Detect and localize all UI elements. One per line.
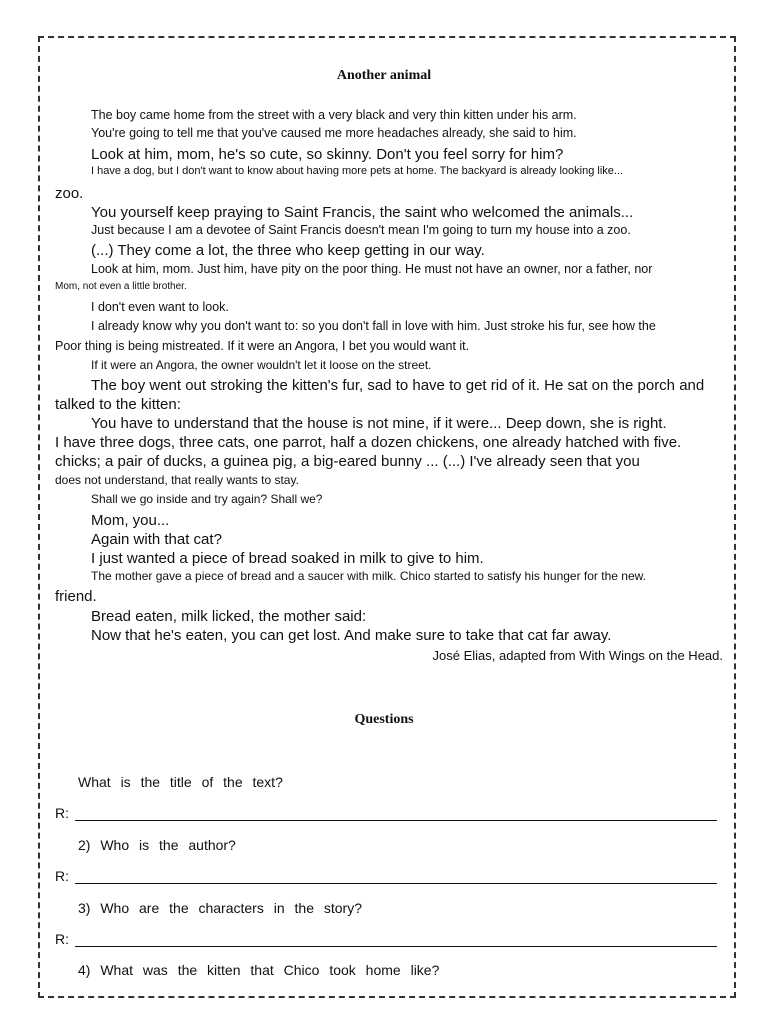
answer-label: R:	[55, 868, 69, 884]
story-title: Another animal	[336, 68, 432, 83]
author-credit: José Elias, adapted from With Wings on the Head.	[432, 648, 723, 663]
story-line: does not understand, that really wants to stay.	[55, 473, 299, 487]
story-line: You're going to tell me that you've caused me more headaches already, she said to him.	[91, 126, 577, 140]
story-line: Shall we go inside and try again? Shall we?	[91, 492, 323, 506]
answer-line-2[interactable]	[75, 869, 717, 884]
story-line: talked to the kitten:	[55, 396, 181, 413]
questions-title: Questions	[354, 712, 414, 727]
question-4: 4) What was the kitten that Chico took home like?	[78, 962, 440, 978]
story-line: The boy went out stroking the kitten's fur, sad to have to get rid of it. He sat on the porch and	[91, 377, 705, 394]
story-line: Look at him, mom. Just him, have pity on the poor thing. He must not have an owner, nor a father, nor	[91, 262, 653, 276]
story-line: The boy came home from the street with a very black and very thin kitten under his arm.	[91, 108, 577, 122]
story-line: You have to understand that the house is not mine, if it were... Deep down, she is right.	[91, 415, 667, 432]
question-2: 2) Who is the author?	[78, 837, 236, 853]
story-line: The mother gave a piece of bread and a saucer with milk. Chico started to satisfy his hunger for the new.	[91, 569, 646, 583]
question-1: What is the title of the text?	[78, 774, 283, 790]
answer-line-1[interactable]	[75, 806, 717, 821]
story-line: (...) They come a lot, the three who keep getting in our way.	[91, 242, 485, 259]
story-line: If it were an Angora, the owner wouldn't let it loose on the street.	[91, 358, 432, 372]
story-line: Bread eaten, milk licked, the mother said:	[91, 608, 367, 625]
answer-label: R:	[55, 931, 69, 947]
story-line: I already know why you don't want to: so you don't fall in love with him. Just stroke his fur, see how the	[91, 319, 656, 333]
story-line: Mom, you...	[91, 512, 170, 529]
story-line: I don't even want to look.	[91, 300, 229, 314]
answer-line-3[interactable]	[75, 932, 717, 947]
story-line: I have a dog, but I don't want to know about having more pets at home. The backyard is already looking like...	[91, 165, 624, 177]
story-line: I have three dogs, three cats, one parrot, half a dozen chickens, one already hatched with five.	[55, 434, 682, 451]
story-line: Mom, not even a little brother.	[55, 281, 187, 292]
question-3: 3) Who are the characters in the story?	[78, 900, 362, 916]
story-line: Look at him, mom, he's so cute, so skinny. Don't you feel sorry for him?	[91, 146, 564, 163]
story-line: zoo.	[55, 185, 84, 202]
story-line: Poor thing is being mistreated. If it were an Angora, I bet you would want it.	[55, 339, 470, 353]
story-line: Again with that cat?	[91, 531, 222, 548]
story-line: You yourself keep praying to Saint Francis, the saint who welcomed the animals...	[91, 204, 634, 221]
story-line: I just wanted a piece of bread soaked in milk to give to him.	[91, 550, 484, 567]
answer-label: R:	[55, 805, 69, 821]
story-line: Now that he's eaten, you can get lost. And make sure to take that cat far away.	[91, 627, 612, 644]
story-line: chicks; a pair of ducks, a guinea pig, a big-eared bunny ... (...) I've already seen that you	[55, 453, 640, 470]
story-line: Just because I am a devotee of Saint Francis doesn't mean I'm going to turn my house into a zoo.	[91, 223, 631, 237]
story-line: friend.	[55, 588, 97, 605]
